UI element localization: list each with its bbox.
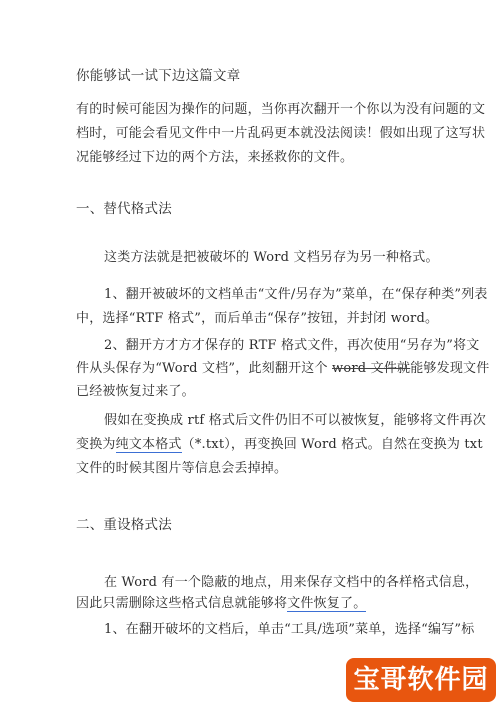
watermark-logo: 宝哥软件园 <box>346 658 496 702</box>
p4-line2-text-a: 变换为 <box>76 437 116 452</box>
section1-p3-line-1: 2、翻开方才方才保存的 RTF 格式文件，再次使用“另存为”将文 <box>104 338 480 353</box>
p3-line2-text-a: 件从头保存为“Word 文档”，此刻翻开这个 <box>76 361 332 376</box>
section1-heading: 一、替代格式法 <box>76 201 172 217</box>
s2-line2-text-a: 因此只需删除这些格式信息就能够将 <box>76 596 288 611</box>
section1-p3-line-3: 已经被恢复过来了。 <box>76 384 195 399</box>
p3-line2-text-c: 能够发现文件 <box>410 361 490 376</box>
p4-underlined-plain-text: 纯文本格式 <box>115 437 182 452</box>
section1-p4-line-1: 假如在变换成 rtf 格式后文件仍旧不可以被恢复，能够将文件再次 <box>104 413 486 428</box>
p3-line2-struck-text: word 文件就 <box>332 361 411 376</box>
section1-p2-line-1: 1、翻开被破坏的文档单击“文件/另存为”菜单，在“保存种类”列表 <box>104 287 488 302</box>
document-title: 你能够试一试下边这篇文章 <box>76 68 241 84</box>
section1-paragraph-1: 这类方法就是把被破坏的 Word 文档另存为另一种格式。 <box>104 250 439 265</box>
section2-heading: 二、重设格式法 <box>76 517 172 533</box>
section1-p3-line-2 <box>76 361 489 377</box>
section2-p1-line-2 <box>76 596 366 612</box>
p4-line2-text-c: （*.txt），再变换回 Word 格式。自然在变换为 txt <box>181 437 483 452</box>
section1-p4-line-2 <box>76 437 483 453</box>
intro-line-2: 档时，可能会看见文件中一片乱码更本就没法阅读！假如出现了这写状 <box>76 126 486 141</box>
s2-underlined-text: 文件恢复了。 <box>287 596 367 611</box>
intro-line-3: 况能够经过下边的两个方法，来拯救你的文件。 <box>76 150 354 165</box>
section1-p2-line-2: 中，选择“RTF 格式”，而后单击“保存”按钮，并封闭 word。 <box>76 311 439 326</box>
section1-p4-line-3: 文件的时候其图片等信息会丢掉掉。 <box>76 461 288 476</box>
section2-p2-line-1: 1、在翻开破坏的文档后，单击“工具/选项”菜单，选择“编写”标 <box>104 622 475 637</box>
section2-p1-line-1: 在 Word 有一个隐蔽的地点，用来保存文档中的各样格式信息， <box>104 575 479 590</box>
intro-line-1: 有的时候可能因为操作的问题，当你再次翻开一个你以为没有问题的文 <box>76 102 486 117</box>
